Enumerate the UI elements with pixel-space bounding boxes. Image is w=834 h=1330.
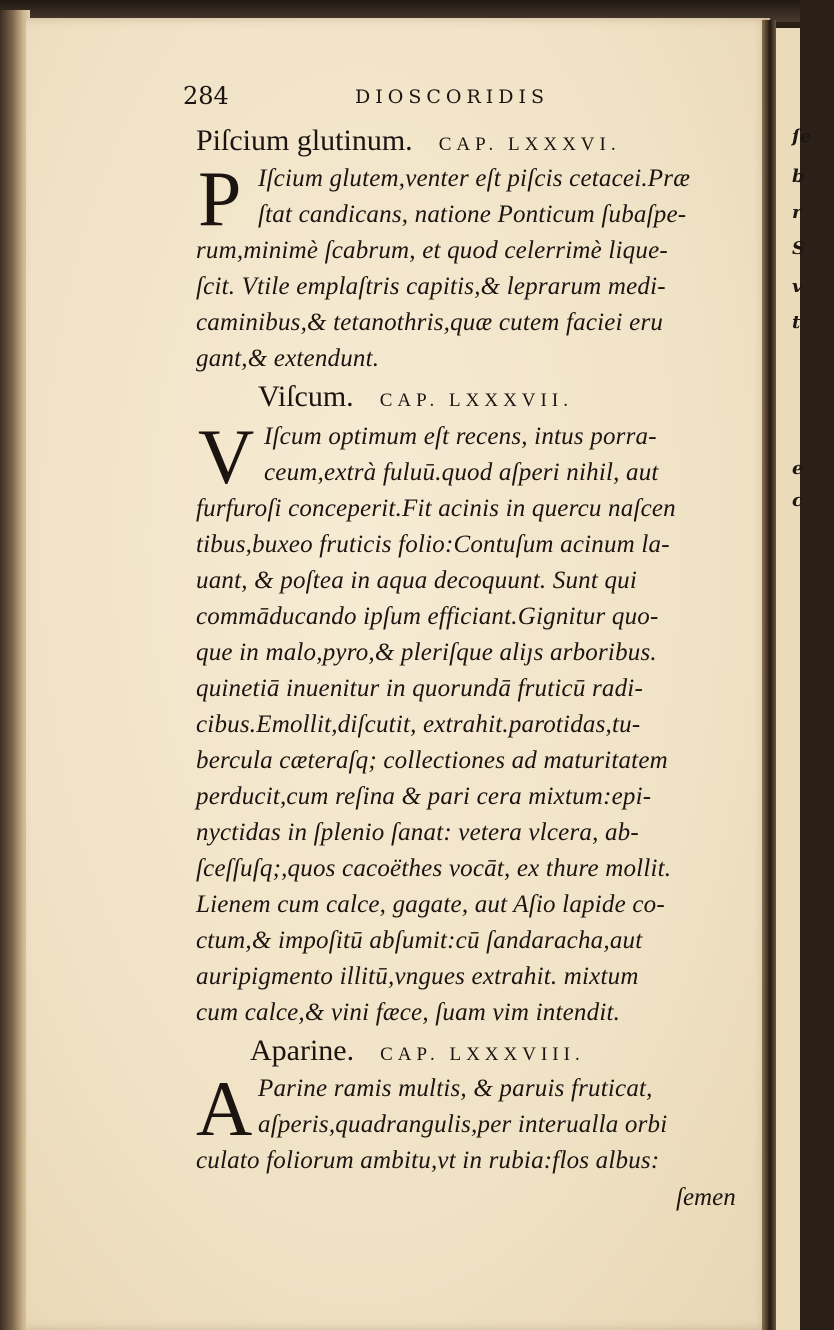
facing-page-fragment: t	[792, 312, 801, 333]
text-line: aſperis,quadrangulis,per interualla orbi	[258, 1111, 668, 1138]
chapter-number: CAP. LXXXVIII.	[380, 1044, 585, 1065]
facing-page-fragment: c	[792, 490, 803, 511]
page-header	[183, 82, 643, 112]
initial-letter: V	[198, 413, 255, 500]
chapter-name: Piſcium glutinum.	[196, 124, 413, 157]
facing-page-fragment: S	[792, 238, 805, 259]
text-line: que in malo,pyro,& pleriſque aliȷs arboribus.	[196, 639, 657, 666]
facing-page-fragment: v	[792, 276, 803, 297]
text-line: gant,& extendunt.	[196, 345, 380, 372]
text-line: uant, & poſtea in aqua decoquunt. Sunt qui	[196, 567, 638, 594]
text-line: caminibus,& tetanothris,quæ cutem faciei eru	[196, 309, 664, 336]
text-line: cum calce,& vini fæce, ſuam vim intendit.	[196, 999, 621, 1026]
facing-page-fragment: r	[792, 202, 802, 223]
text-line: Iſcium glutem,venter eſt piſcis cetacei.Præ	[258, 165, 691, 192]
catchword: ſemen	[676, 1184, 736, 1211]
text-line: nyctidas in ſplenio ſanat: vetera vlcera, ab-	[196, 819, 639, 846]
text-line: quinetiā inuenitur in quorundā fruticū radi-	[196, 675, 643, 702]
chapter-number: CAP. LXXXVII.	[379, 390, 573, 411]
chapter-name: Aparine.	[250, 1034, 355, 1067]
text-line: ctum,& impoſitū abſumit:cū ſandaracha,aut	[196, 927, 643, 954]
text-line: auripigmento illitū,vngues extrahit. mixtum	[196, 963, 639, 990]
chapter-name: Viſcum.	[258, 380, 354, 413]
text-line: furfuroſi conceperit.Fit acinis in quercu naſcen	[196, 495, 676, 522]
text-line: ſceſſuſq;,quos cacoëthes vocāt, ex thure mollit.	[196, 855, 672, 882]
text-line: bercula cæteraſq; collectiones ad maturitatem	[196, 747, 668, 774]
text-line: culato foliorum ambitu,vt in rubia:flos albus:	[196, 1147, 660, 1174]
facing-page-fragment: b	[792, 166, 805, 187]
text-line: perducit,cum reſina & pari cera mixtum:epi-	[196, 783, 652, 810]
text-line: ſcit. Vtile emplaſtris capitis,& leprarum medi-	[196, 273, 666, 300]
initial-letter: P	[198, 155, 242, 242]
facing-page-fragment: e	[792, 458, 804, 479]
text-line: Iſcum optimum eſt recens, intus porra-	[264, 423, 657, 450]
text-line: Lienem cum calce, gagate, aut Aſio lapide co-	[196, 891, 665, 918]
text-line: tibus,buxeo fruticis folio:Contuſum acinum la-	[196, 531, 670, 558]
text-line: commāducando ipſum efficiant.Gignitur quo-	[196, 603, 659, 630]
running-head: DIOSCORIDIS	[355, 86, 550, 108]
chapter-title	[250, 1036, 585, 1066]
text-line: rum,minimè ſcabrum, et quod celerrimè lique-	[196, 237, 668, 264]
page-number: 284	[183, 82, 229, 110]
chapter-title	[258, 382, 573, 412]
text-line: Parine ramis multis, & paruis fruticat,	[258, 1075, 653, 1102]
chapter-title	[196, 126, 621, 156]
facing-page-fragment: ſe	[792, 126, 812, 147]
text-line: ſtat candicans, natione Ponticum ſubaſpe-	[258, 201, 687, 228]
text-line: cibus.Emollit,diſcutit, extrahit.parotidas,tu-	[196, 711, 641, 738]
text-line: ceum,extrà fuluū.quod aſperi nihil, aut	[264, 459, 659, 486]
initial-letter: A	[196, 1065, 253, 1152]
chapter-number: CAP. LXXXVI.	[438, 134, 621, 155]
